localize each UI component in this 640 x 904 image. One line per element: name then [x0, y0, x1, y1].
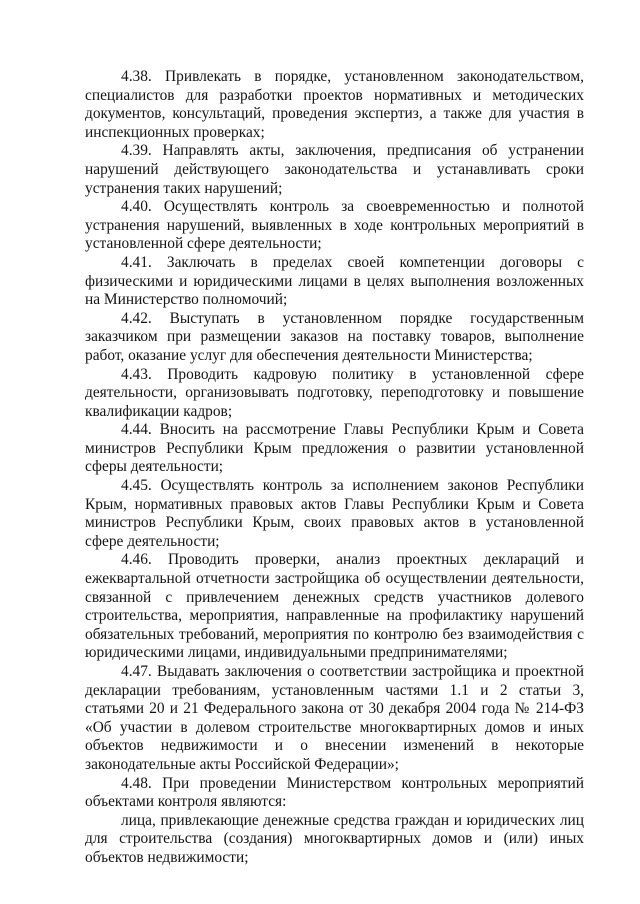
paragraph-4-38: 4.38. Привлекать в порядке, установленном законодательством, специалистов для разработки проектов нормативных и методических документов, консультаций, проведения экспертиз, а также для участия в инспекционных проверках;	[85, 68, 584, 141]
paragraph-4-45: 4.45. Осуществлять контроль за исполнением законов Республики Крым, нормативных правовых актов Главы Республики Крым и Совета министров Республики Крым, своих правовых актов в установленной сфере деятельности;	[85, 477, 584, 550]
paragraph-4-42: 4.42. Выступать в установленном порядке государственным заказчиком при размещении заказов на поставку товаров, выполнение работ, оказание услуг для обеспечения деятельности Министерства;	[85, 309, 584, 364]
paragraph-4-44: 4.44. Вносить на рассмотрение Главы Республики Крым и Совета министров Республики Крым предложения о развитии установленной сферы деятельности;	[85, 421, 584, 476]
paragraph-4-47: 4.47. Выдавать заключения о соответствии застройщика и проектной декларации требованиям, установленным частями 1.1 и 2 статьи 3, статьями 20 и 21 Федерального закона от 30 декабря 2004 года № 214-ФЗ «Об участии в долевом строительстве многоквартирных домов и иных объектов недвижимости и о внесении изменений в некоторые законодательные акты Российской Федерации»;	[85, 663, 584, 773]
paragraph-4-43: 4.43. Проводить кадровую политику в установленной сфере деятельности, организовывать подготовку, переподготовку и повышение квалификации кадров;	[85, 365, 584, 420]
paragraph-4-46: 4.46. Проводить проверки, анализ проектных деклараций и ежеквартальной отчетности застройщика об осуществлении деятельности, связанной с привлечением денежных средств участников долевого строительства, мероприятия, направленные на профилактику нарушений обязательных требований, мероприятия по контролю без взаимодействия с юридическими лицами, индивидуальными предпринимателями;	[85, 551, 584, 662]
paragraph-4-39: 4.39. Направлять акты, заключения, предписания об устранении нарушений действующего законодательства и устанавливать сроки устранения таких нарушений;	[85, 142, 584, 197]
paragraph-4-40: 4.40. Осуществлять контроль за своевременностью и полнотой устранения нарушений, выявленных в ходе контрольных мероприятий в установленной сфере деятельности;	[85, 198, 584, 253]
paragraph-4-48: 4.48. При проведении Министерством контрольных мероприятий объектами контроля являются:	[85, 774, 584, 811]
paragraph-control-objects: лица, привлекающие денежные средства граждан и юридических лиц для строительства (создания) многоквартирных домов и (или) иных объектов недвижимости;	[85, 811, 584, 866]
paragraph-4-41: 4.41. Заключать в пределах своей компетенции договоры с физическими и юридическими лицами в целях выполнения возложенных на Министерство полномочий;	[85, 253, 584, 309]
